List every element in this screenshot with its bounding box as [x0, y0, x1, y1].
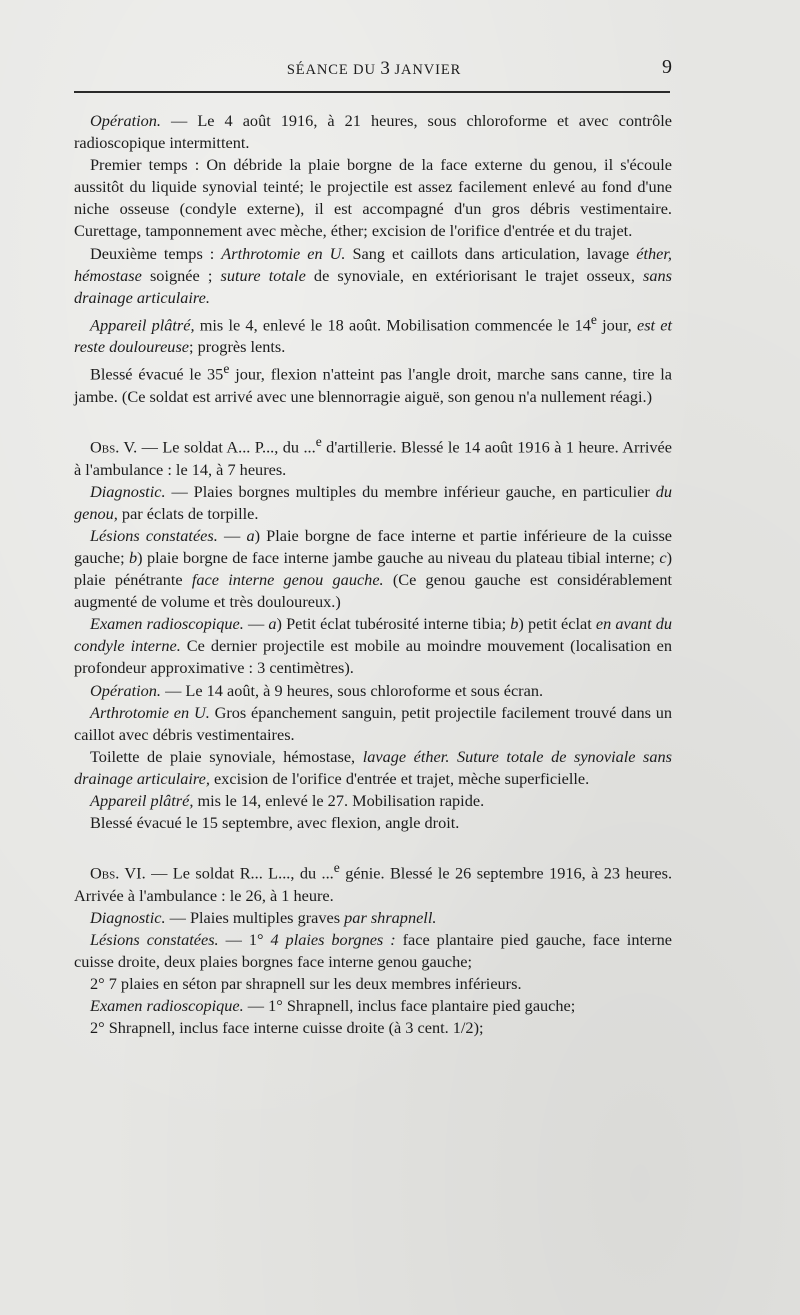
obs-v-intro: Obs. V. — Le soldat A... P..., du ...$^e$ d'artillerie. Blessé le 14 août 1916 à 1 heure. Arrivée à l'ambulance : le 14, à 7 heures. [74, 434, 672, 479]
appareil-platre-paragraph: Appareil plâtré, mis le 4, enlevé le 18 août. Mobilisation commencée le 14e jour, est et reste douloureuse; progrès lents. [74, 311, 673, 357]
obs-vi-label: Obs. VI. [90, 863, 146, 883]
obs-v-label: Obs. V. [90, 437, 138, 457]
page-header [72, 58, 672, 82]
premier-temps-paragraph: Premier temps : On débride la plaie borgne de la face externe du genou, il s'écoule aussitôt du liquide synovial teinté; le projectile est assez facilement enlevé au fond d'une niche osseuse (condyle externe), il est accompagné d'un gros débris vestimentaire. Curettage, tamponnement avec mèche, éther; excision de l'orifice d'entrée et du trajet. [74, 155, 672, 241]
operation-label: Opération. [90, 111, 161, 130]
deuxieme-temps-paragraph: Deuxième temps : Arthrotomie en U. Sang et caillots dans articulation, lavage éther, hémostase soignée ; suture totale de synoviale, en extériorisant le trajet osseux, sans drainage articulaire. [74, 243, 672, 307]
obs-v-operation: Opération. — Le 14 août, à 9 heures, sous chloroforme et sous écran. [90, 680, 544, 700]
obs-vi-diagnostic: Diagnostic. — Plaies multiples graves par shrapnell. [90, 907, 437, 927]
running-title-post: JANVIER [389, 62, 462, 78]
section-spacer [74, 408, 672, 431]
page-body [74, 110, 672, 1039]
obs-v-lesions: Lésions constatées. — a) Plaie borgne de face interne et partie inférieure de la cuisse gauche; b) plaie borgne de face interne jambe gauche au niveau du plateau tibial interne; c) plaie pénétrante face interne genou gauche. (Ce genou gauche est considérablement augmenté de volume et très douloureux.) [74, 525, 673, 612]
running-title-day: 3 [380, 58, 390, 79]
page-number: 9 [662, 56, 672, 78]
obs-v-arthrotomie: Arthrotomie en U. Gros épanchement sanguin, petit projectile facilement trouvé dans un caillot avec débris vestimentaires. [74, 702, 672, 744]
obs-v-examen: Examen radioscopique. — a) Petit éclat tubérosité interne tibia; b) petit éclat en avant du condyle interne. Ce dernier projectile est mobile au moindre mouvement (localisation en profondeur approximative : 3 centimètres). [74, 614, 673, 678]
running-title [72, 58, 672, 80]
obs-vi-lesions: Lésions constatées. — 1° 4 plaies borgnes : face plantaire pied gauche, face interne cuisse droite, deux plaies borgnes face interne genou gauche; [74, 929, 672, 971]
obs-v-diagnostic: Diagnostic. — Plaies borgnes multiples du membre inférieur gauche, en particulier du genou, par éclats de torpille. [74, 481, 672, 523]
header-rule [74, 91, 670, 93]
section-spacer [74, 834, 672, 857]
obs-vi-examen: Examen radioscopique. — 1° Shrapnell, inclus face plantaire pied gauche; [90, 996, 576, 1016]
blesse-evacue-paragraph: Blessé évacué le 35e jour, flexion n'atteint pas l'angle droit, marche sans canne, tire la jambe. (Ce soldat est arrivé avec une blennorragie aiguë, son genou n'a nullement réagi.) [74, 361, 672, 406]
obs-vi-item-2: 2° 7 plaies en séton par shrapnell sur les deux membres inférieurs. [90, 974, 522, 994]
obs-vi-examen-2: 2° Shrapnell, inclus face interne cuisse droite (à 3 cent. 1/2); [90, 1018, 484, 1038]
running-title-pre: SÉANCE DU [286, 62, 381, 78]
obs-v-evacuation: Blessé évacué le 15 septembre, avec flexion, angle droit. [90, 813, 460, 833]
operation-paragraph: Opération. — Le 4 août 1916, à 21 heures, sous chloroforme et avec contrôle radioscopique intermittent. [74, 111, 672, 153]
obs-v-appareil: Appareil plâtré, mis le 14, enlevé le 27. Mobilisation rapide. [90, 790, 485, 810]
obs-v-toilette: Toilette de plaie synoviale, hémostase, lavage éther. Suture totale de synoviale sans drainage articulaire, excision de l'orifice d'entrée et trajet, mèche superficielle. [74, 746, 673, 788]
obs-vi-intro: Obs. VI. — Le soldat R... L..., du ...$^e$ génie. Blessé le 26 septembre 1916, à 23 heures. Arrivée à l'ambulance : le 26, à 1 heure. [74, 860, 673, 905]
